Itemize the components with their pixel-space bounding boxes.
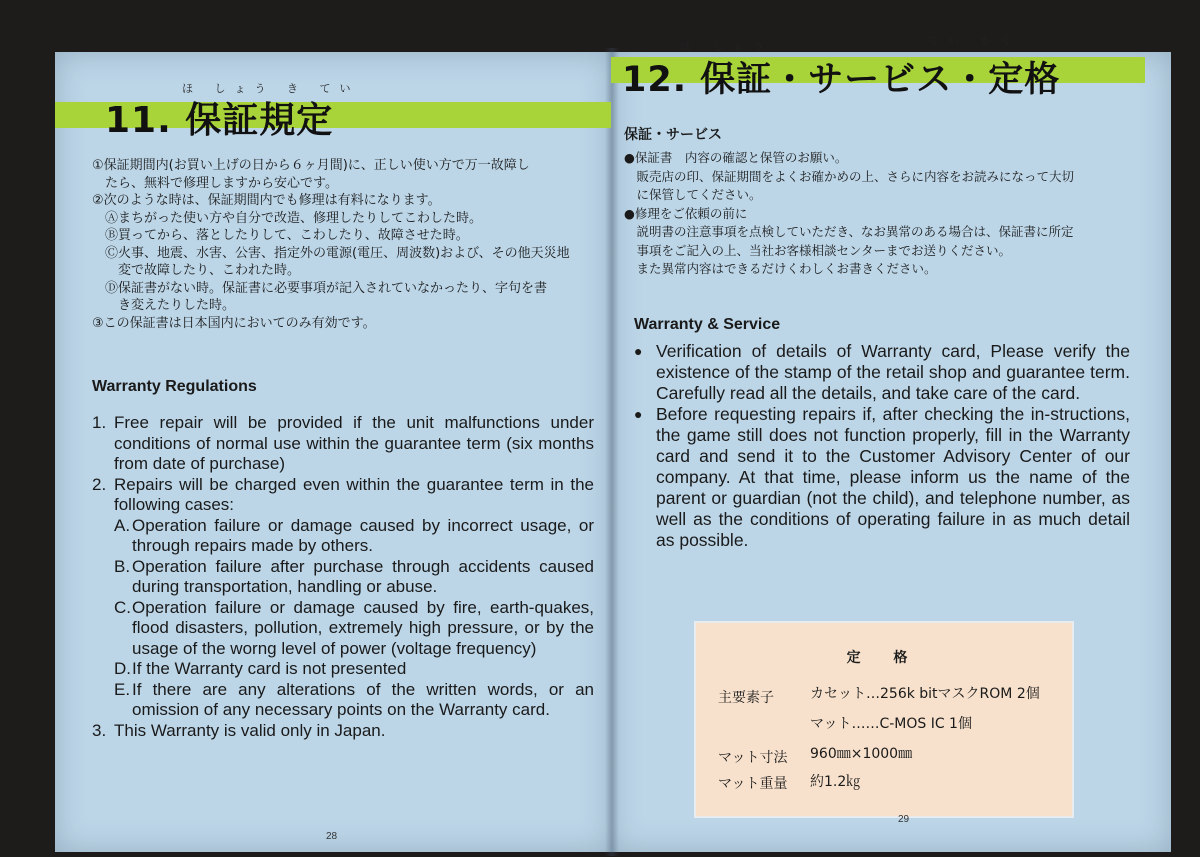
spec-box [694,621,1074,818]
item-number: 3. [92,720,107,740]
jp-line: に保管してください。 [624,187,762,202]
list-item [92,475,594,516]
item-text: Repairs will be charged even within the guarantee term in the following cases: [114,474,594,514]
spec-label: マット重量 [718,776,788,792]
spec-value: カセット…256k bitマスクROM 2個 [810,686,1040,702]
bullet-icon: ● [634,343,643,359]
warranty-service-list [634,341,1130,551]
left-page-number: 28 [326,831,338,842]
jp-line: Ⓓ保証書がない時。保証書に必要事項が記入されていなかったり、字句を書 [92,280,548,296]
spec-value: マット……C-MOS IC 1個 [810,716,972,732]
right-japanese-text [624,149,1074,279]
left-furigana: ほ しょう き てい [182,82,360,95]
warranty-regulations-list [92,413,594,741]
jp-line: ●保証書 内容の確認と保管のお願い。 [624,150,848,165]
sub-item-letter: E. [114,679,131,699]
warranty-regulations-heading: Warranty Regulations [92,378,257,395]
spec-label: 主要素子 [718,690,774,706]
jp-line: Ⓐまちがった使い方や自分で改造、修理したりしてこわした時。 [92,210,483,226]
jp-line: ③この保証書は日本国内においてのみ有効です。 [92,315,376,331]
sub-item-text: Operation failure or damage caused by fire, earth-quakes, flood disasters, pollution, extremely high pressure, or by the usage of the worng level of power (voltage frequency) [132,597,594,658]
sub-item-letter: A. [114,515,131,535]
sub-item [114,680,594,721]
right-furigana-1: ほ しょう [680,40,773,53]
sub-item-letter: D. [114,659,131,678]
jp-line: 販売店の印、保証期間をよくお確かめの上、さらに内容をお読みになって大切 [624,168,1075,184]
bullet-item [634,404,1130,551]
jp-line: き変えたりした時。 [92,298,236,313]
right-page-number: 29 [898,814,910,825]
list-item [92,413,594,475]
sub-item [114,659,594,680]
list-item [92,721,594,742]
sub-item-letter: C. [114,597,131,617]
item-text: Free repair will be provided if the unit malfunctions under conditions of normal use within the guarantee term (six months from date of purchase) [114,413,594,473]
sub-item-text: If the Warranty card is not presented [132,659,407,678]
bullet-icon: ● [634,406,643,422]
spec-title: 定 格 [846,650,922,666]
spec-value: 約1.2㎏ [810,774,861,790]
sub-item-text: Operation failure after purchase through accidents caused during transportation, handling or abuse. [132,556,594,596]
book-gutter [605,48,619,856]
jp-line: ①保証期間内(お買い上げの日から６ヶ月間)に、正しい使い方で万一故障し [92,158,530,173]
item-number: 1. [92,413,107,432]
spec-label: マット寸法 [718,750,788,766]
sub-item [114,557,594,598]
bullet-text: Verification of details of Warranty card, Please verify the existence of the stamp of the retail shop and guarantee term. Carefully read all the details, and take care of the card. [656,341,1130,403]
left-japanese-text [92,157,570,332]
right-section-title: 12. 保証・サービス・定格 [622,60,1061,100]
left-section-title: 11. 保証規定 [105,100,334,141]
right-japanese-heading: 保証・サービス [624,127,722,143]
jp-line: Ⓑ買ってから、落としたりして、こわしたり、故障させた時。 [92,228,469,243]
bullet-text: Before requesting repairs if, after checking the in-structions, the game still does not function properly, fill in the Warranty card and send it to the Customer Advisory Center of our company. At that time, please inform us the name of the parent or guardian (not the child), and telephone number, as well as the conditions of operating failure in as much detail as possible. [656,404,1130,550]
jp-line: 事項をご記入の上、当社お客様相談センターまでお送りください。 [624,242,1012,258]
right-furigana-2: てい かく [928,34,1021,47]
sub-item-text: Operation failure or damage caused by incorrect usage, or through repairs made by others. [132,515,594,555]
sub-item-letter: B. [114,556,131,576]
sub-item [114,516,594,557]
sub-item-text: If there are any alterations of the written words, or an omission of any necessary points on the Warranty card. [132,679,594,719]
bullet-item [634,341,1130,404]
sub-item [114,598,594,660]
jp-line: 説明書の注意事項を点検していただき、なお異常のある場合は、保証書に所定 [624,224,1074,239]
item-number: 2. [92,474,107,494]
jp-line: また異常内容はできるだけくわしくお書きください。 [624,261,937,276]
jp-line: ②次のような時は、保証期間内でも修理は有料になります。 [92,193,441,208]
warranty-service-heading: Warranty & Service [634,316,781,333]
jp-line: ●修理をご依頼の前に [624,205,748,221]
item-text: This Warranty is valid only in Japan. [114,720,386,740]
jp-line: Ⓒ火事、地震、水害、公害、指定外の電源(電圧、周波数)および、その他天災地 [92,245,570,261]
jp-line: 変で故障したり、こわれた時。 [92,263,301,278]
spec-value: 960㎜×1000㎜ [810,746,913,762]
jp-line: たら、無料で修理しますから安心です。 [92,175,338,191]
